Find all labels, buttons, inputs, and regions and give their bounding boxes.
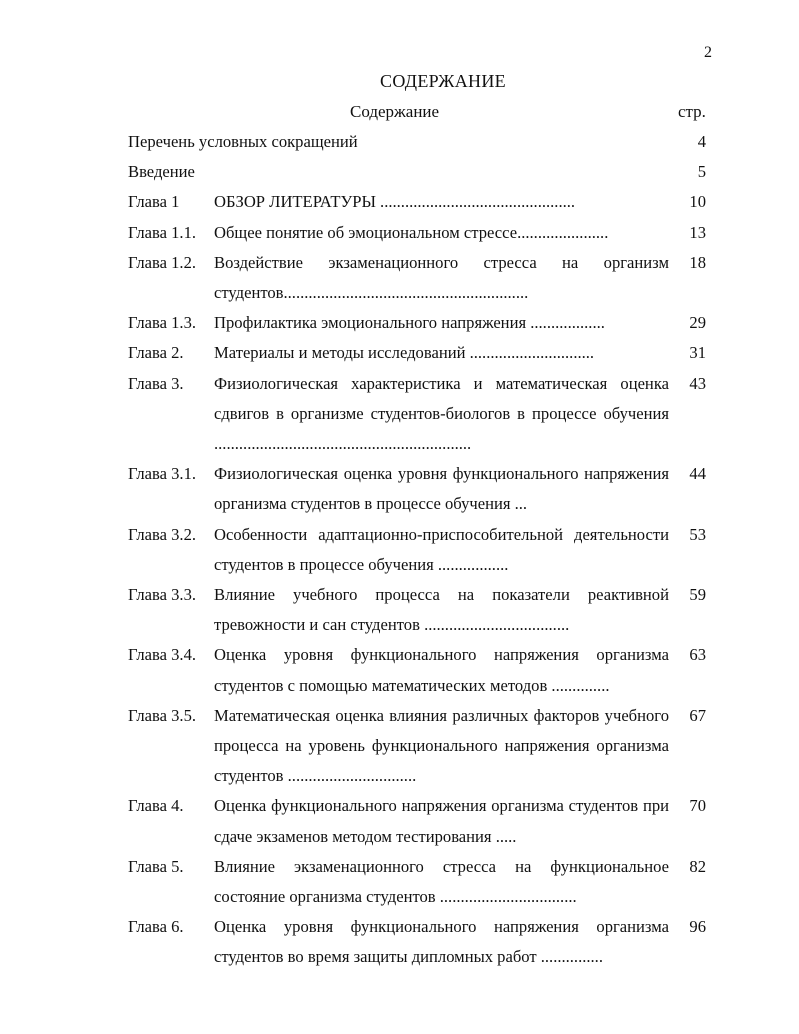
- toc-entry-title: Оценка функционального напряжения организма студентов при сдаче экзаменов методом тестирования .....: [214, 796, 669, 846]
- toc-entry-chapter-label: Глава 3.4.: [128, 645, 197, 665]
- document-title: СОДЕРЖАНИЕ: [380, 71, 506, 91]
- toc-entry[interactable]: [128, 248, 710, 308]
- toc-entry-title: Перечень условных сокращений: [128, 132, 358, 151]
- toc-entry[interactable]: [128, 459, 710, 519]
- toc-entry-title: Физиологическая оценка уровня функционального напряжения организма студентов в процессе обучения ...: [214, 464, 669, 514]
- toc-entry-title: Особенности адаптационно-приспособительной деятельности студентов в процессе обучения .................: [214, 524, 669, 574]
- toc-entry[interactable]: [128, 308, 710, 338]
- toc-entry-page: 67: [689, 705, 706, 725]
- toc-entry-title: Введение: [128, 162, 195, 182]
- toc-entry-title: Оценка уровня функционального напряжения организма студентов во время защиты дипломных работ ...............: [214, 917, 669, 967]
- toc-entry-chapter-label: Глава 1.3.: [128, 313, 197, 333]
- toc-entry[interactable]: [128, 701, 710, 792]
- toc-entry-title: Оценка уровня функционального напряжения организма студентов с помощью математических методов ..............: [214, 645, 669, 695]
- content-column-header: Содержание: [350, 102, 440, 121]
- toc-entry-chapter-label: Глава 1.1.: [128, 222, 197, 242]
- toc-entry-chapter-label: Глава 3.1.: [128, 464, 197, 484]
- toc-entry[interactable]: [128, 127, 710, 157]
- toc-entry-page: 43: [689, 373, 706, 393]
- toc-entry-chapter-label: Глава 3.5.: [128, 705, 197, 725]
- toc-entry-chapter-label: Глава 3.: [128, 373, 184, 393]
- toc-entry[interactable]: [128, 580, 710, 640]
- toc-entry-page: 10: [689, 192, 706, 212]
- toc-entry-chapter-label: Глава 3.3.: [128, 585, 197, 605]
- toc-entry-title: Влияние экзаменационного стресса на функциональное состояние организма студентов .................................: [214, 856, 669, 907]
- toc-entry-page: 82: [689, 856, 706, 876]
- toc-entry-title: Материалы и методы исследований ..............................: [214, 343, 595, 363]
- page-number: 2: [704, 44, 712, 61]
- toc-entry[interactable]: [128, 218, 710, 248]
- toc-entry-page: 4: [697, 132, 706, 151]
- toc-entry-chapter-label: Глава 3.2.: [128, 524, 197, 544]
- toc-entry[interactable]: [128, 187, 710, 217]
- toc-entry[interactable]: [128, 369, 710, 460]
- toc-entry-page: 53: [689, 524, 706, 544]
- toc-entry[interactable]: [128, 852, 710, 912]
- toc-entry-page: 13: [689, 222, 706, 242]
- toc-entry[interactable]: [128, 791, 710, 851]
- toc-entry-title: Влияние учебного процесса на показатели реактивной тревожности и сан студентов ...................................: [214, 585, 669, 635]
- toc-entry-page: 31: [689, 343, 706, 363]
- toc-entry[interactable]: [128, 157, 710, 187]
- toc-entry-chapter-label: Глава 6.: [128, 917, 184, 937]
- toc-entry-title: ОБЗОР ЛИТЕРАТУРЫ ...............................................: [214, 192, 576, 212]
- toc-entry-title: Профилактика эмоционального напряжения ..................: [214, 313, 605, 333]
- table-of-contents: [128, 127, 710, 973]
- toc-entry-chapter-label: Глава 1.2.: [128, 252, 197, 272]
- toc-entry-chapter-label: Глава 5.: [128, 856, 184, 876]
- toc-entry-title: Воздействие экзаменационного стресса на организм студентов...........................................................: [214, 252, 669, 303]
- toc-entry-chapter-label: Глава 4.: [128, 796, 184, 816]
- toc-entry-chapter-label: Глава 1: [128, 192, 180, 212]
- toc-entry-page: 59: [689, 585, 706, 605]
- toc-entry-page: 44: [689, 464, 706, 484]
- toc-entry-page: 29: [689, 313, 706, 333]
- toc-entry[interactable]: [128, 520, 710, 580]
- toc-entry-page: 18: [689, 252, 706, 272]
- toc-entry[interactable]: [128, 912, 710, 972]
- toc-entry-title: Общее понятие об эмоциональном стрессе......................: [214, 222, 609, 242]
- toc-entry-page: 5: [697, 162, 706, 182]
- toc-entry[interactable]: [128, 338, 710, 368]
- toc-entry-title: Физиологическая характеристика и математическая оценка сдвигов в организме студентов-биологов в процессе обучения ..............................................................: [214, 373, 669, 454]
- toc-entry-page: 70: [689, 796, 706, 816]
- toc-entry-page: 96: [689, 917, 706, 937]
- toc-entry-page: 63: [689, 645, 706, 665]
- toc-entry-title: Математическая оценка влияния различных факторов учебного процесса на уровень функционального напряжения организма студентов ...............................: [214, 705, 669, 786]
- toc-entry[interactable]: [128, 640, 710, 700]
- toc-entry-chapter-label: Глава 2.: [128, 343, 184, 363]
- page-column-header: стр.: [678, 102, 706, 121]
